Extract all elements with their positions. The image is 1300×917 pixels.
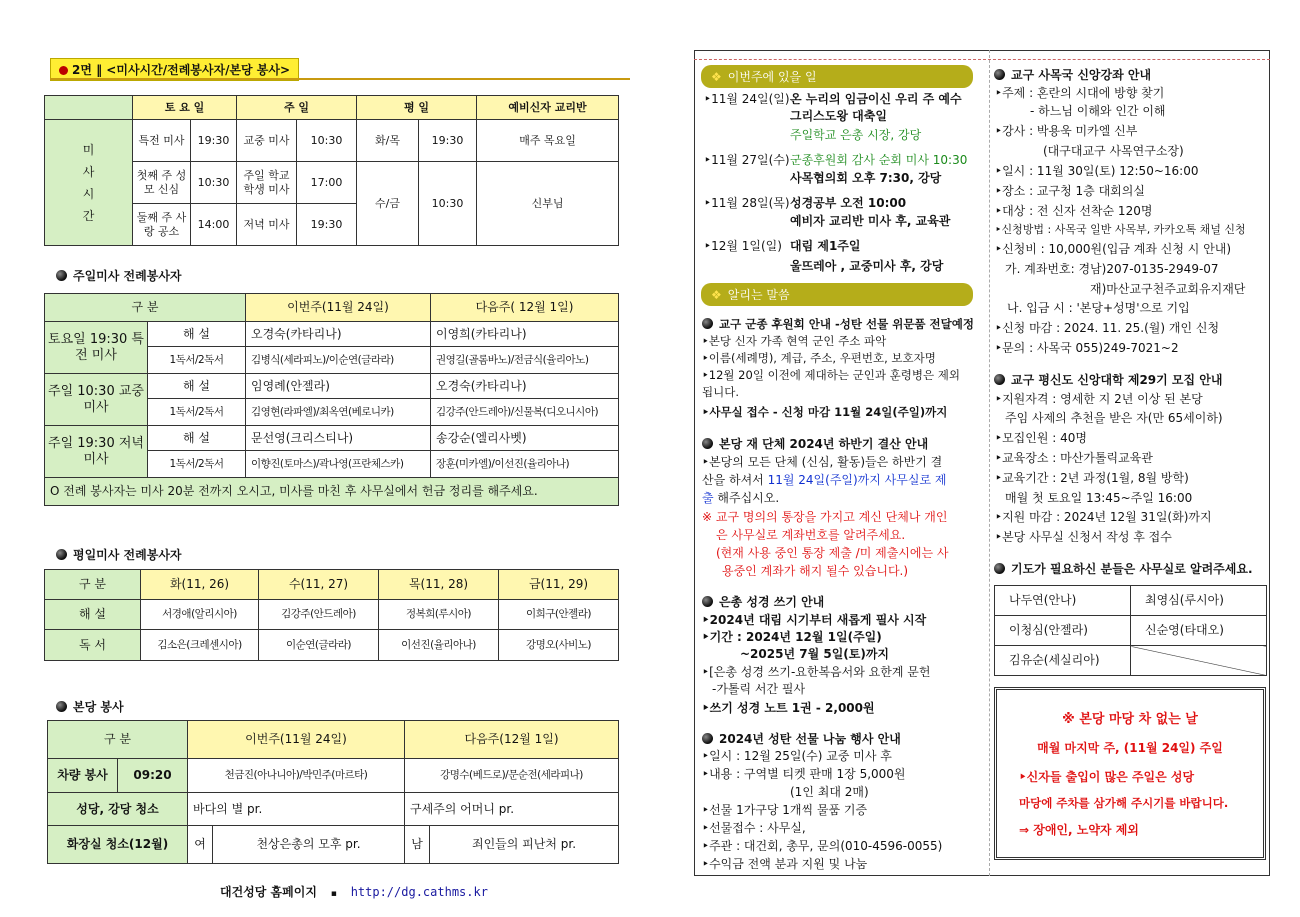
weekday-servers-title: 평일미사 전례봉사자 <box>56 546 182 563</box>
mass-label: 토요일 19:30 특전 미사 <box>45 322 148 374</box>
car-free-notice <box>994 687 1266 860</box>
event-line: 사목협의회 오후 7:30, 강당 <box>790 171 942 185</box>
bible-line: -가톨릭 서간 필사 <box>712 682 806 696</box>
sun-mass-time: 17:00 <box>297 162 357 204</box>
toilet-cleaning-label: 화장실 청소(12월) <box>48 826 188 864</box>
event-date: ‣11월 27일(수) <box>704 153 790 167</box>
sun-mass-time: 19:30 <box>297 204 357 246</box>
bullet-icon <box>702 438 713 449</box>
lecture-line: ‣신청비 : 10,000원(입금 계좌 신청 시 안내) <box>995 242 1232 256</box>
footer-separator: ▪ <box>330 889 337 899</box>
event-line: 온 누리의 임금이신 우리 주 예수 <box>790 92 962 106</box>
college-line: ‣교육기간 : 2년 과정(1월, 8월 방학) <box>995 471 1189 485</box>
server-next: 이영희(카타리나) <box>431 322 619 347</box>
prayer-empty-cell <box>1131 646 1267 676</box>
weekday-header: 수(11, 27) <box>259 570 379 600</box>
event-line: 성경공부 오전 10:00 <box>790 196 907 210</box>
role-label: 해 설 <box>148 426 246 451</box>
bullet-icon <box>56 549 67 560</box>
bullet-icon <box>702 733 713 744</box>
settlement-warning: ※ 교구 명의의 통장을 가지고 계신 단체나 개인 <box>702 510 948 524</box>
server-cell: 김소은(크레센시아) <box>141 630 259 661</box>
sunday-header-this: 이번주(11월 24일) <box>246 294 431 322</box>
notice-line: ⇒ 장애인, 노약자 제외 <box>1019 823 1139 837</box>
gift-line: ‣수익금 전액 분과 지원 및 나눔 <box>702 857 868 871</box>
red-dot-icon <box>59 66 68 75</box>
server-this: 김영현(라파엘)/최옥연(베로니카) <box>246 399 431 426</box>
college-line: ‣지원자격 : 영세한 지 2년 이상 된 본당 <box>995 392 1203 406</box>
bullet-icon <box>702 596 713 607</box>
bible-line: ‣기간 : 2024년 12월 1일(주일) <box>702 630 882 644</box>
bible-line: ‣2024년 대림 시기부터 새롭게 필사 시작 <box>702 613 927 627</box>
settlement-warning: (현재 사용 중인 통장 제출 /미 제출시에는 사 <box>716 546 949 560</box>
server-cell: 이희구(안젤라) <box>499 600 619 630</box>
server-this: 문선영(크리스티나) <box>246 426 431 451</box>
event-date: ‣11월 24일(일) <box>704 92 790 106</box>
military-title: 교구 군종 후원회 안내 -성탄 선물 위문품 전달예정 <box>702 316 974 332</box>
event-line: 울뜨레아 , 교중미사 후, 강당 <box>790 259 944 273</box>
server-cell: 이선진(율리아나) <box>379 630 499 661</box>
weekday-header: 목(11, 28) <box>379 570 499 600</box>
sat-mass-time: 14:00 <box>191 204 237 246</box>
bullet-icon <box>56 701 67 712</box>
role-label: 독 서 <box>45 630 141 661</box>
college-line: ‣교육장소 : 마산가톨릭교육관 <box>995 451 1153 465</box>
sunday-footnote: O 전례 봉사자는 미사 20분 전까지 오시고, 미사를 마친 후 사무실에서 헌금 정리를 해주세요. <box>45 478 619 506</box>
sun-icon: ❖ <box>711 70 722 84</box>
sat-mass-name: 첫째 주 성모 신심 <box>133 162 191 204</box>
catechumen-teacher: 신부님 <box>477 162 619 246</box>
header-sunday: 주 일 <box>237 96 357 120</box>
mass-label: 주일 19:30 저녁 미사 <box>45 426 148 478</box>
notice-line: ※ 본당 마당 차 없는 날 <box>1062 712 1198 727</box>
military-line: 됩니다. <box>702 385 739 399</box>
weekday-time: 10:30 <box>419 162 477 246</box>
bullet-icon <box>994 374 1005 385</box>
college-line: ‣모집인원 : 40명 <box>995 431 1087 445</box>
weekday-day: 수/금 <box>357 162 419 246</box>
notice-line: 마당에 주차를 삼가해 주시기를 바랍니다. <box>1019 796 1229 810</box>
lecture-line: 나. 입금 시 : '본당+성명'으로 기입 <box>1007 301 1190 315</box>
sat-mass-time: 19:30 <box>191 120 237 162</box>
car-service-next: 강명수(베드로)/문순전(세라피나) <box>405 759 619 793</box>
college-line: ‣본당 사무실 신청서 작성 후 접수 <box>995 530 1172 544</box>
sunday-header-next: 다음주( 12월 1일) <box>431 294 619 322</box>
header-saturday: 토 요 일 <box>133 96 237 120</box>
lecture-line: ‣주제 : 혼란의 시대에 방향 찾기 <box>995 86 1165 100</box>
service-header-div: 구 분 <box>48 721 188 759</box>
college-title: 교구 평신도 신앙대학 제29기 모집 안내 <box>994 372 1222 388</box>
server-next: 권영길(골롬바노)/전금식(율리아노) <box>431 347 619 374</box>
weekday-time: 19:30 <box>419 120 477 162</box>
event-line: 그리스도왕 대축일 <box>790 109 887 123</box>
gift-line: ‣선물 1가구당 1개씩 물품 기증 <box>702 803 868 817</box>
sun-mass-name: 저녁 미사 <box>237 204 297 246</box>
prayer-name: 신순영(타대오) <box>1131 616 1267 646</box>
weekday-header: 화(11, 26) <box>141 570 259 600</box>
lecture-line: ‣일시 : 11월 30일(토) 12:50~16:00 <box>995 164 1199 178</box>
parish-service-title: 본당 봉사 <box>56 698 124 715</box>
gift-line: ‣선물접수 : 사무실, <box>702 821 806 835</box>
prayer-name: 최영심(루시아) <box>1131 586 1267 616</box>
sunday-servers-table <box>44 293 619 506</box>
page-header-title: 2면 ‖ <미사시간/전례봉사자/본당 봉사> <box>72 63 291 77</box>
event-line: 군종후원회 감사 순회 미사 10:30 <box>790 153 968 167</box>
server-next: 장훈(미카엘)/이선진(율리아나) <box>431 451 619 478</box>
mass-side-label: 미 사 시 간 <box>45 120 133 246</box>
role-label: 해 설 <box>148 322 246 347</box>
catechumen-day: 매주 목요일 <box>477 120 619 162</box>
service-header-next: 다음주(12월 1일) <box>405 721 619 759</box>
lecture-line: (대구대교구 사목연구소장) <box>1043 144 1184 158</box>
gift-line: (1인 최대 2매) <box>790 785 869 799</box>
role-label: 1독서/2독서 <box>148 347 246 374</box>
event-line: 주일학교 은총 시장, 강당 <box>790 128 922 142</box>
gift-line: ‣주관 : 대건회, 총무, 문의(010-4596-0055) <box>702 839 943 853</box>
sun-icon: ❖ <box>711 288 722 302</box>
weekday-header: 구 분 <box>45 570 141 600</box>
male-label: 남 <box>405 826 430 864</box>
server-this: 오경숙(카타리나) <box>246 322 431 347</box>
header-catechumen: 예비신자 교리반 <box>477 96 619 120</box>
military-line: ‣12월 20일 이전에 제대하는 군인과 훈령병은 제외 <box>702 368 960 382</box>
column-divider <box>989 50 990 876</box>
hall-cleaning-this: 바다의 별 pr. <box>188 793 405 826</box>
military-line: ‣사무실 접수 - 신청 마감 11월 24일(주일)까지 <box>702 405 948 419</box>
notice-line: ‣신자들 출입이 많은 주일은 성당 <box>1019 770 1195 784</box>
military-line: ‣본당 신자 가족 현역 군인 주소 파악 <box>702 334 887 348</box>
mass-side-cell <box>45 96 133 120</box>
service-header-this: 이번주(11월 24일) <box>188 721 405 759</box>
sat-mass-name: 특전 미사 <box>133 120 191 162</box>
top-dashed-line <box>694 59 1270 60</box>
weekday-day: 화/목 <box>357 120 419 162</box>
lecture-line: ‣대상 : 전 신자 선착순 120명 <box>995 204 1153 218</box>
sat-mass-name: 둘째 주 사랑 공소 <box>133 204 191 246</box>
lecture-line: ‣장소 : 교구청 1층 대회의실 <box>995 184 1145 198</box>
server-next: 오경숙(카타리나) <box>431 374 619 399</box>
server-next: 김강주(안드레아)/신물복(디오니시아) <box>431 399 619 426</box>
header-weekday: 평 일 <box>357 96 477 120</box>
server-this: 이향진(토마스)/곽나영(프란체스카) <box>246 451 431 478</box>
prayer-name: 이청심(안젤라) <box>995 616 1131 646</box>
prayer-table <box>994 585 1267 676</box>
server-cell: 강명오(사비노) <box>499 630 619 661</box>
week-events-pill: ❖ 이번주에 있을 일 <box>701 65 973 88</box>
settlement-line: 산을 하셔서 11월 24일(주일)까지 사무실로 제 <box>702 473 947 487</box>
sunday-servers-title: 주일미사 전례봉사자 <box>56 267 182 284</box>
settlement-warning: 용중인 계좌가 해지 될수 있습니다.) <box>722 564 909 578</box>
gift-line: ‣일시 : 12월 25일(수) 교중 미사 후 <box>702 749 892 763</box>
prayer-name: 나두연(안나) <box>995 586 1131 616</box>
mass-time-table <box>44 95 619 246</box>
prayer-name: 김유순(세실리아) <box>995 646 1131 676</box>
notice-line: 매월 마지막 주, (11월 24일) 주일 <box>1037 741 1223 755</box>
college-line: 주임 사제의 추천을 받은 자(만 65세이하) <box>1005 411 1223 425</box>
page-header <box>50 58 630 80</box>
college-line: 매월 첫 토요일 13:45~주일 16:00 <box>1005 491 1193 505</box>
female-label: 여 <box>188 826 213 864</box>
prayer-title: 기도가 필요하신 분들은 사무실로 알려주세요. <box>994 561 1253 577</box>
lecture-line: 재)마산교구천주교회유지재단 <box>1090 282 1246 296</box>
lecture-line: - 하느님 이해와 인간 이해 <box>1030 104 1166 118</box>
homepage-link[interactable]: http://dg.cathms.kr <box>350 885 488 899</box>
bible-title: 은총 성경 쓰기 안내 <box>702 594 824 610</box>
role-label: 1독서/2독서 <box>148 451 246 478</box>
toilet-cleaning-this: 천상은총의 모후 pr. <box>213 826 405 864</box>
header-underline <box>50 78 630 80</box>
lecture-line: ‣신청방법 : 사목국 일반 사목부, 카카오톡 채널 신청 <box>995 223 1246 236</box>
server-this: 김병식(세라피노)/이순연(글라라) <box>246 347 431 374</box>
footer <box>220 883 488 900</box>
role-label: 1독서/2독서 <box>148 399 246 426</box>
event-line: 대림 제1주일 <box>790 239 861 253</box>
parish-service-table <box>47 720 619 864</box>
event-date: ‣11월 28일(목) <box>704 196 790 210</box>
car-service-this: 천금진(아나니아)/박민주(마르타) <box>188 759 405 793</box>
bible-line: ~2025년 7월 5일(토)까지 <box>740 647 890 661</box>
bullet-icon <box>56 270 67 281</box>
toilet-cleaning-next: 죄인들의 피난처 pr. <box>430 826 619 864</box>
gift-title: 2024년 성탄 선물 나눔 행사 안내 <box>702 731 901 747</box>
bullet-icon <box>994 69 1005 80</box>
server-cell: 서경애(알리시아) <box>141 600 259 630</box>
weekday-header: 금(11, 29) <box>499 570 619 600</box>
settlement-title: 본당 재 단체 2024년 하반기 결산 안내 <box>702 436 928 452</box>
role-label: 해 설 <box>45 600 141 630</box>
settlement-warning: 은 사무실로 계좌번호를 알려주세요. <box>716 528 906 542</box>
server-cell: 김강주(안드레아) <box>259 600 379 630</box>
military-line: ‣이름(세례명), 계급, 주소, 우편번호, 보호자명 <box>702 351 936 365</box>
server-cell: 정복희(루시아) <box>379 600 499 630</box>
weekday-servers-table <box>44 569 619 661</box>
bullet-icon <box>994 563 1005 574</box>
car-service-label: 차량 봉사 <box>48 759 118 793</box>
sun-mass-name: 교중 미사 <box>237 120 297 162</box>
footer-label: 대건성당 홈페이지 <box>220 885 317 899</box>
bullet-icon <box>702 318 713 329</box>
role-label: 해 설 <box>148 374 246 399</box>
server-cell: 이순연(글라라) <box>259 630 379 661</box>
lecture-title: 교구 사목국 신앙강좌 안내 <box>994 67 1151 83</box>
server-next: 송강순(엘리사벳) <box>431 426 619 451</box>
bible-line: ‣쓰기 성경 노트 1권 - 2,000원 <box>702 701 875 715</box>
lecture-line: ‣강사 : 박용욱 미카엘 신부 <box>995 124 1138 138</box>
event-line: 예비자 교리반 미사 후, 교육관 <box>790 214 951 228</box>
college-line: ‣지원 마감 : 2024년 12월 31일(화)까지 <box>995 510 1212 524</box>
settlement-line: ‣본당의 모든 단체 (신심, 활동)들은 하반기 결 <box>702 455 943 469</box>
hall-cleaning-label: 성당, 강당 청소 <box>48 793 188 826</box>
sun-mass-time: 10:30 <box>297 120 357 162</box>
lecture-line: 가. 계좌번호: 경남)207-0135-2949-07 <box>1005 262 1219 276</box>
bible-line: ‣[은총 성경 쓰기-요한복음서와 요한계 문헌 <box>702 665 931 679</box>
announcements-pill: ❖ 알리는 말씀 <box>701 283 973 306</box>
sun-mass-name: 주일 학교 학생 미사 <box>237 162 297 204</box>
hall-cleaning-next: 구세주의 어머니 pr. <box>405 793 619 826</box>
server-this: 임영례(안젤라) <box>246 374 431 399</box>
lecture-line: ‣문의 : 사목국 055)249-7021~2 <box>995 341 1179 355</box>
sat-mass-time: 10:30 <box>191 162 237 204</box>
gift-line: ‣내용 : 구역별 티켓 판매 1장 5,000원 <box>702 767 906 781</box>
sunday-header-div: 구 분 <box>45 294 246 322</box>
event-date: ‣12월 1일(일) <box>704 239 782 253</box>
settlement-line: 출 해주십시오. <box>702 491 780 505</box>
lecture-line: ‣신청 마감 : 2024. 11. 25.(월) 개인 신청 <box>995 321 1220 335</box>
mass-label: 주일 10:30 교중 미사 <box>45 374 148 426</box>
car-service-time: 09:20 <box>118 759 188 793</box>
